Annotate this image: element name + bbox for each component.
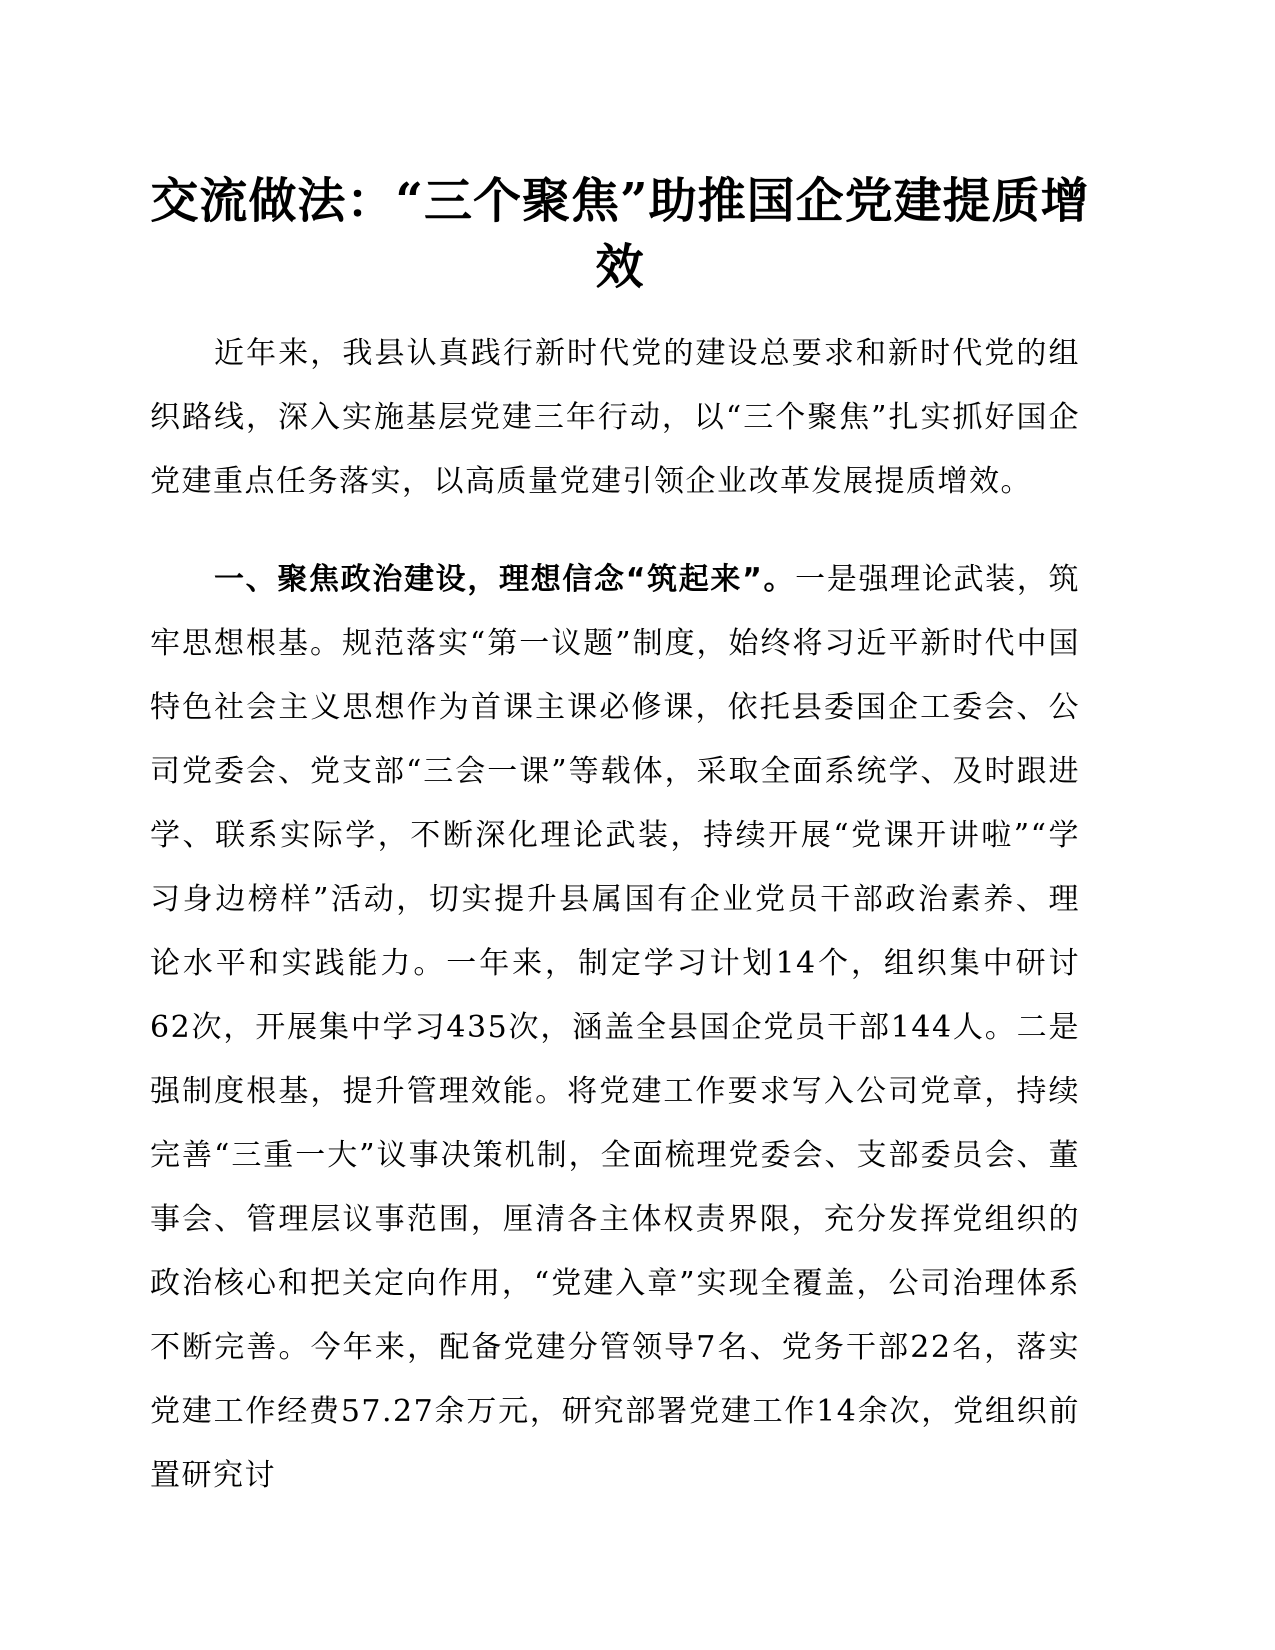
section-1-paragraph xyxy=(150,548,1080,1508)
section-1-body: 一是强理论武装，筑牢思想根基。规范落实“第一议题”制度，始终将习近平新时代中国特色社会主义思想作为首课主课必修课，依托县委国企工委会、公司党委会、党支部“三会一课”等载体，采取全面系统学、及时跟进学、联系实际学，不断深化理论武装，持续开展“党课开讲啦”“学习身边榜样”活动，切实提升县属国有企业党员干部政治素养、理论水平和实践能力。一年来，制定学习计划14个，组织集中研讨62次，开展集中学习435次，涵盖全县国企党员干部144人。二是强制度根基，提升管理效能。将党建工作要求写入公司党章，持续完善“三重一大”议事决策机制，全面梳理党委会、支部委员会、董事会、管理层议事范围，厘清各主体权责界限，充分发挥党组织的政治核心和把关定向作用，“党建入章”实现全覆盖，公司治理体系不断完善。今年来，配备党建分管领导7名、党务干部22名，落实党建工作经费57.27余万元，研究部署党建工作14余次，党组织前置研究讨 xyxy=(150,562,1081,1493)
document-title: 交流做法：“三个聚焦”助推国企党建提质增效 xyxy=(150,173,1090,295)
section-1-heading: 一、聚焦政治建设，理想信念“筑起来”。 xyxy=(214,562,796,597)
intro-paragraph: 近年来，我县认真践行新时代党的建设总要求和新时代党的组织路线，深入实施基层党建三年行动，以“三个聚焦”扎实抓好国企党建重点任务落实，以高质量党建引领企业改革发展提质增效。 xyxy=(150,336,1080,499)
